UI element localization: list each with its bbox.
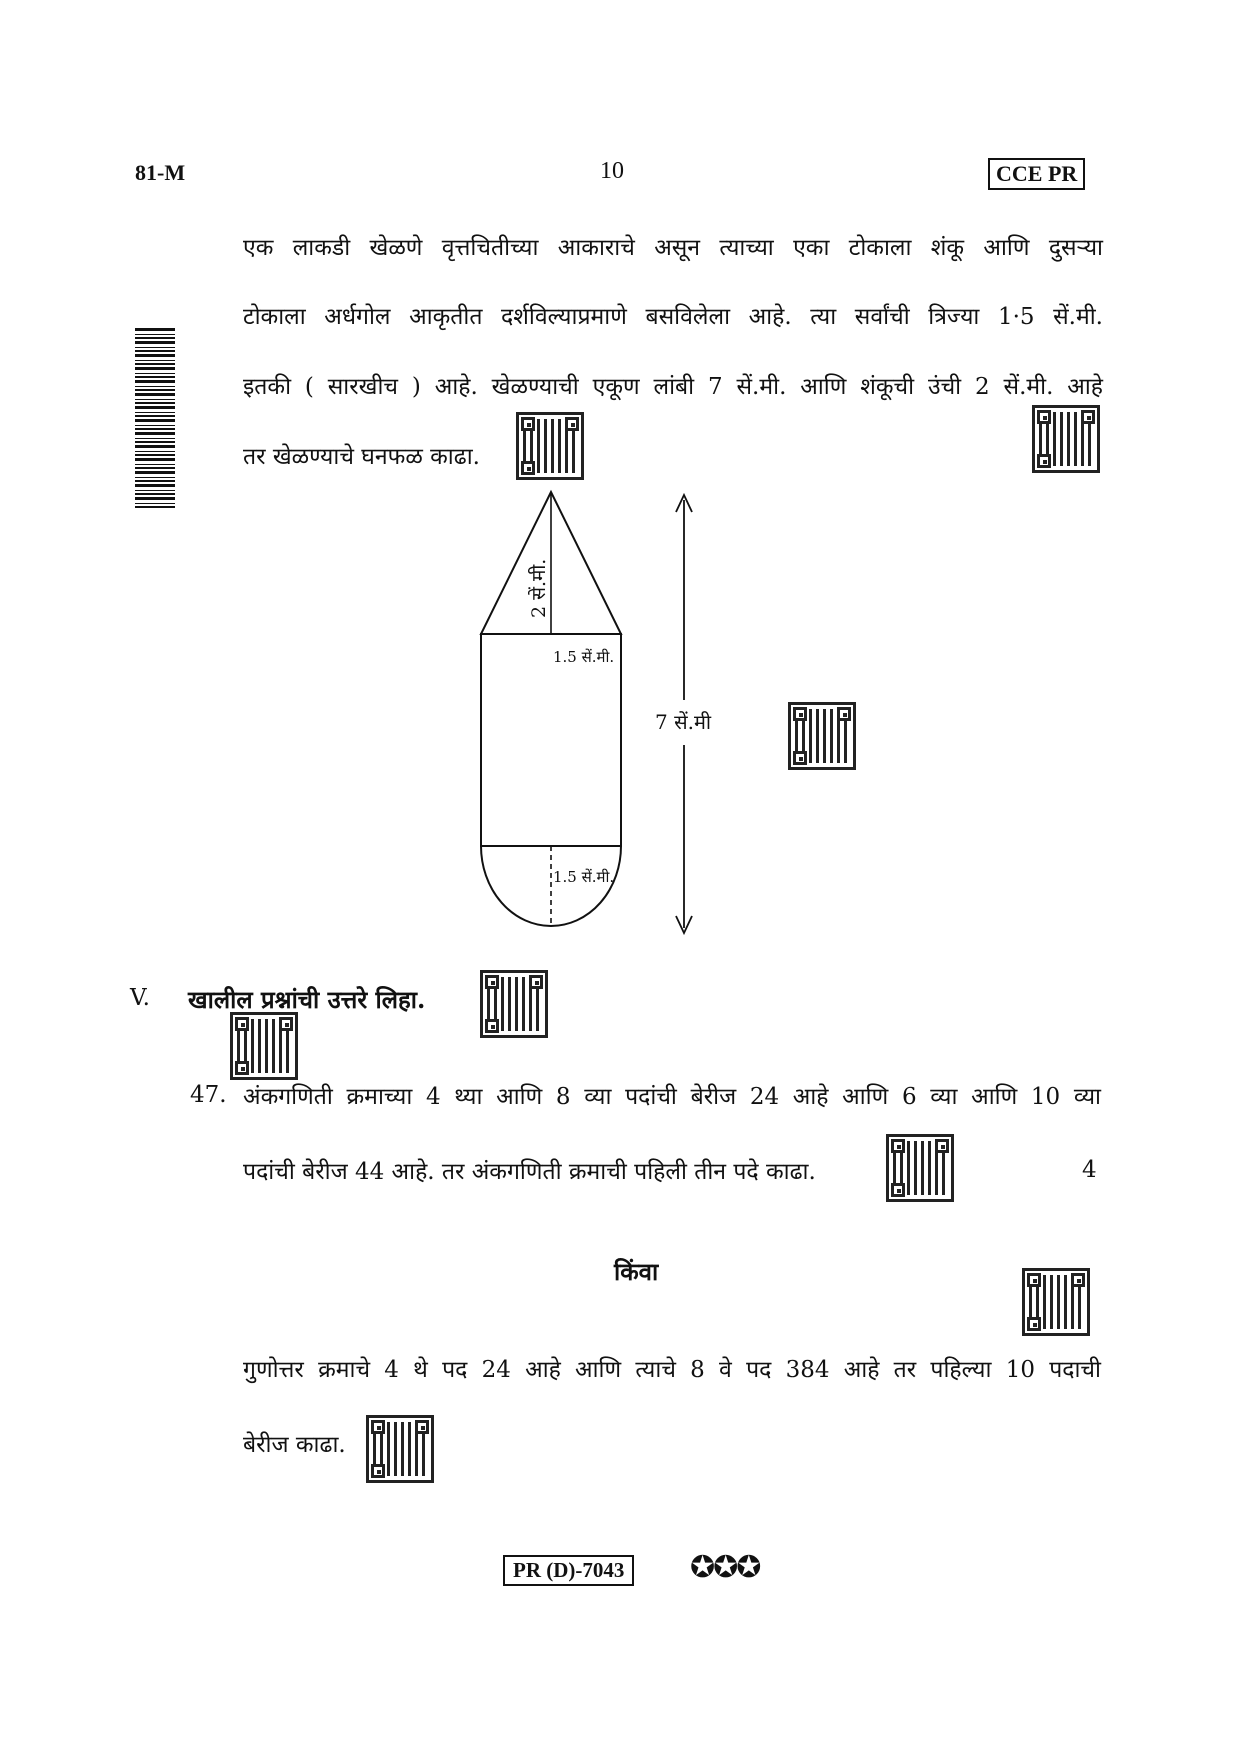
problem-line-4: तर खेळण्याचे घनफळ काढा.: [243, 444, 480, 470]
total-length-label: 7 सें.मी: [655, 710, 712, 734]
footer-code: PR (D)-7043: [503, 1555, 634, 1586]
problem-line-1: एक लाकडी खेळणे वृत्तचितीच्या आकाराचे असून त्याच्या एका टोकाला शंकू आणि दुसऱ्या: [243, 235, 1103, 261]
alt-question-line-1: गुणोत्तर क्रमाचे 4 थे पद 24 आहे आणि त्याचे 8 वे पद 384 आहे तर पहिल्या 10 पदाची: [243, 1357, 1101, 1383]
or-label: किंवा: [614, 1257, 659, 1286]
stream-badge: CCE PR: [988, 158, 1085, 190]
paper-code: 81-M: [135, 160, 186, 185]
alt-question-line-2: बेरीज काढा.: [243, 1432, 346, 1458]
question-line-1: अंकगणिती क्रमाच्या 4 थ्या आणि 8 व्या पदांची बेरीज 24 आहे आणि 6 व्या आणि 10 व्या: [243, 1084, 1101, 1110]
question-marks: 4: [1082, 1157, 1097, 1183]
footer-ornament: ✪✪✪: [690, 1550, 760, 1585]
section-number: V.: [130, 985, 150, 1011]
problem-line-2: टोकाला अर्धगोल आकृतीत दर्शविल्याप्रमाणे बसविलेला आहे. त्या सर्वांची त्रिज्या 1·5 सें.मी.: [243, 304, 1103, 330]
problem-line-3: इतकी ( सारखीच ) आहे. खेळण्याची एकूण लांबी 7 सें.मी. आणि शंकूची उंची 2 सें.मी. आहे: [243, 374, 1103, 400]
radius-label-top: 1.5 सें.मी.: [553, 648, 615, 666]
question-line-2: पदांची बेरीज 44 आहे. तर अंकगणिती क्रमाची पहिली तीन पदे काढा.: [243, 1159, 816, 1185]
page-number: 10: [600, 158, 624, 184]
radius-label-bottom: 1.5 सें.मी.: [553, 868, 615, 886]
section-title: खालील प्रश्नांची उत्तरे लिहा.: [188, 985, 426, 1014]
question-number: 47.: [190, 1082, 227, 1108]
cone-height-label: 2 सें.मी.: [528, 558, 550, 618]
